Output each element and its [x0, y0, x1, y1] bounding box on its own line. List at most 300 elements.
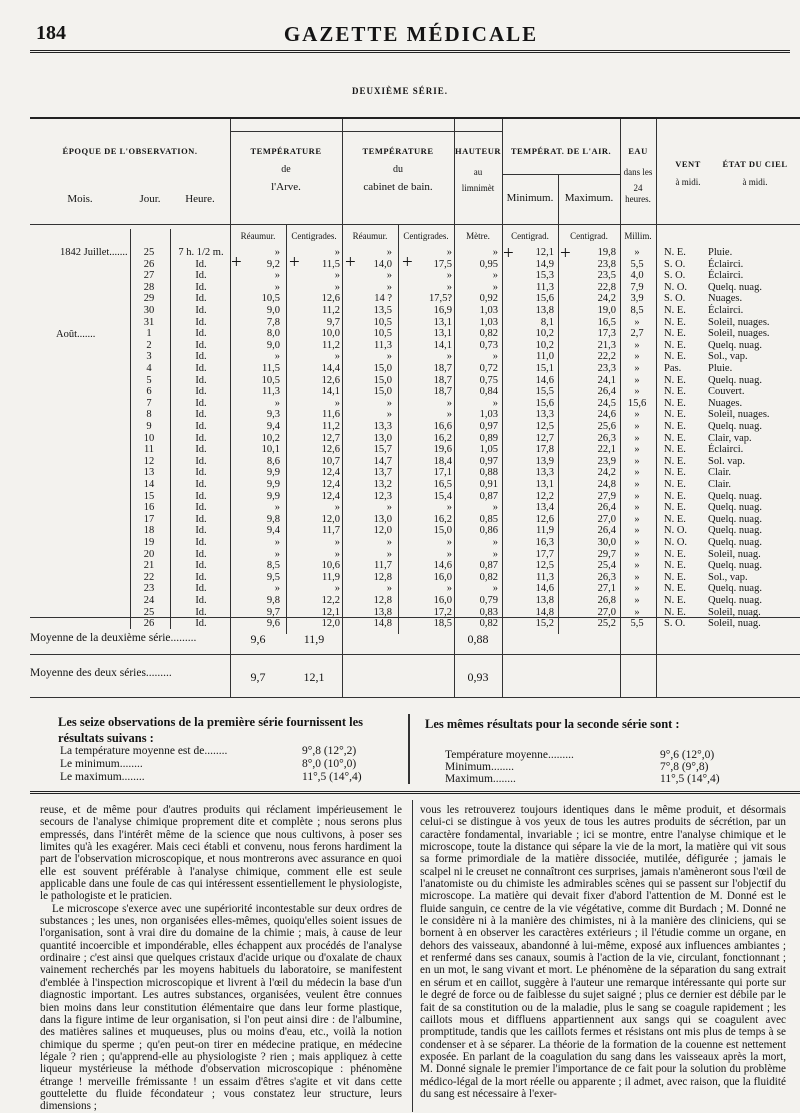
cell-arve-reaumur: 9,8 — [266, 595, 280, 606]
cell-vent: N. E. — [664, 513, 686, 525]
cell-bain-reaumur: » — [386, 247, 392, 258]
cell-day: 15 — [143, 490, 155, 502]
cell-arve-centigrades: » — [334, 502, 340, 514]
cell-etat-ciel: Nuages. — [708, 293, 743, 305]
cell-minimum: 12,2 — [535, 490, 554, 502]
header-temp-bain-2: du — [393, 164, 403, 175]
cell-minimum: 15,3 — [535, 270, 554, 282]
cell-etat-ciel: Soleil, nuag. — [708, 606, 761, 618]
cell-minimum: 15,1 — [535, 363, 554, 374]
unit-arve-centigrades: Centigrades. — [291, 231, 337, 241]
cell-arve-reaumur: 9,0 — [266, 305, 280, 316]
cell-maximum: 23,3 — [597, 363, 616, 374]
cell-arve-reaumur: » — [274, 583, 280, 595]
cell-eau: » — [634, 537, 640, 548]
cell-bain-reaumur: 10,5 — [373, 316, 392, 328]
results-second-intro: Les mêmes résultats pour la seconde série sont : — [425, 717, 680, 731]
cell-hour: Id. — [195, 374, 207, 386]
cell-bain-reaumur: » — [386, 502, 392, 514]
cell-bain-reaumur: 13,8 — [373, 606, 392, 618]
cell-minimum: 14,6 — [535, 374, 554, 386]
cell-vent: N. E. — [664, 467, 686, 479]
column-line — [656, 119, 657, 697]
cell-hour: Id. — [195, 513, 207, 525]
cell-vent: S. O. — [664, 258, 686, 270]
cell-maximum: 17,3 — [597, 328, 616, 340]
cell-arve-centigrades: 12,2 — [321, 595, 340, 606]
mean-both-hauteur: 0,93 — [467, 670, 489, 684]
cell-eau: » — [634, 479, 640, 490]
header-rule — [30, 50, 790, 53]
cell-arve-centigrades: 10,7 — [321, 455, 340, 467]
cell-hour: Id. — [195, 409, 207, 421]
cell-vent: N. E. — [664, 305, 686, 316]
cell-maximum: 23,5 — [597, 270, 616, 282]
cell-maximum: 21,3 — [597, 339, 616, 351]
cell-day: 19 — [143, 537, 155, 548]
cell-hauteur: » — [492, 537, 498, 548]
cell-vent: N. E. — [664, 316, 686, 328]
cell-arve-reaumur: 9,5 — [266, 571, 280, 583]
cell-bain-centigrades: 18,4 — [433, 455, 452, 467]
cell-bain-centigrades: » — [446, 409, 452, 421]
column-line — [170, 229, 171, 629]
cell-hour: Id. — [195, 595, 207, 606]
cell-bain-reaumur: 13,0 — [373, 513, 392, 525]
cell-minimum: 11,3 — [536, 281, 554, 293]
unit-arve-reaumur: Réaumur. — [240, 231, 276, 241]
cell-hour: Id. — [195, 432, 207, 444]
cell-day: 8 — [146, 409, 152, 421]
cell-day: 2 — [146, 339, 152, 351]
cell-maximum: 27,0 — [597, 513, 616, 525]
cell-bain-reaumur: » — [386, 537, 392, 548]
cell-minimum: 15,6 — [535, 293, 554, 305]
result-value: 11°,5 (14°,4) — [660, 773, 720, 785]
cell-bain-centigrades: » — [446, 351, 452, 363]
result-value: 8°,0 (10°,0) — [302, 758, 357, 770]
section-rule — [30, 791, 800, 794]
cell-vent: S. O. — [664, 618, 686, 630]
cell-hour: Id. — [195, 305, 207, 316]
cell-day: 10 — [143, 432, 155, 444]
cell-day: 26 — [143, 258, 155, 270]
cell-bain-reaumur: 14,8 — [373, 618, 392, 630]
cell-maximum: 22,8 — [597, 281, 616, 293]
cell-bain-reaumur: 15,0 — [373, 386, 392, 398]
cell-arve-centigrades: 11,2 — [322, 305, 340, 316]
cell-bain-reaumur: » — [386, 270, 392, 282]
cell-etat-ciel: Clair. — [708, 479, 732, 490]
cell-day: 21 — [143, 560, 155, 572]
header-air: TEMPÉRAT. DE L'AIR. — [510, 146, 612, 156]
cell-bain-centigrades: 18,7 — [433, 363, 452, 374]
cell-eau: » — [634, 606, 640, 618]
cell-hauteur: 0,82 — [479, 618, 498, 630]
page-header — [36, 22, 786, 48]
cell-arve-reaumur: 9,9 — [266, 467, 280, 479]
cell-maximum: 26,8 — [597, 595, 616, 606]
header-temp-arve-1: TEMPÉRATURE — [250, 146, 322, 156]
cell-minimum: 12,6 — [535, 513, 554, 525]
cell-bain-centigrades: 17,5 — [433, 258, 452, 270]
cell-etat-ciel: Éclairci. — [708, 444, 744, 456]
cell-day: 3 — [146, 351, 152, 363]
cell-vent: N. E. — [664, 560, 686, 572]
text-column-right — [420, 804, 786, 1100]
cell-bain-centigrades: 17,2 — [433, 606, 452, 618]
cell-arve-reaumur: » — [274, 351, 280, 363]
cell-hauteur: 0,87 — [479, 560, 498, 572]
cell-arve-reaumur: » — [274, 548, 280, 560]
cell-hauteur: 0,75 — [479, 374, 498, 386]
cell-eau: 5,5 — [630, 258, 644, 270]
cell-minimum: 12,1 — [535, 247, 554, 258]
header-ciel-1: ÉTAT DU CIEL — [722, 159, 788, 169]
cell-bain-centigrades: 16,0 — [433, 595, 452, 606]
cell-day: 6 — [146, 386, 152, 398]
header-temp-bain-1: TEMPÉRATURE — [362, 146, 434, 156]
cell-etat-ciel: Quelq. nuag. — [708, 421, 762, 432]
header-jour: Jour. — [139, 193, 161, 205]
header-temp-arve-3: l'Arve. — [271, 181, 301, 193]
cell-vent: N. O. — [664, 537, 688, 548]
cell-hauteur: 0,92 — [479, 293, 498, 305]
cell-bain-centigrades: 13,1 — [433, 328, 452, 340]
cell-minimum: 13,9 — [535, 455, 554, 467]
cell-etat-ciel: Éclairci. — [708, 305, 744, 316]
cell-day: 12 — [143, 455, 155, 467]
cell-minimum: 15,5 — [535, 386, 554, 398]
cell-eau: 7,9 — [630, 281, 644, 293]
cell-arve-reaumur: 8,5 — [266, 560, 280, 572]
cell-arve-centigrades: » — [334, 548, 340, 560]
cell-bain-reaumur: » — [386, 281, 392, 293]
cell-arve-reaumur: 9,6 — [266, 618, 280, 630]
cell-day: 16 — [143, 502, 155, 514]
cell-bain-centigrades: 19,6 — [433, 444, 452, 456]
cell-maximum: 24,1 — [597, 374, 616, 386]
cell-day: 14 — [143, 479, 155, 490]
cell-hour: Id. — [195, 467, 207, 479]
cell-arve-reaumur: 8,0 — [266, 328, 280, 340]
cell-hauteur: 0,95 — [479, 258, 498, 270]
cell-bain-centigrades: 14,1 — [433, 339, 452, 351]
cell-bain-centigrades: 13,1 — [433, 316, 452, 328]
header-ciel-2: à midi. — [742, 177, 768, 187]
cell-minimum: 17,7 — [535, 548, 554, 560]
cell-hauteur: 1,03 — [479, 305, 498, 316]
header-maximum: Maximum. — [564, 192, 614, 204]
cell-vent: N. E. — [664, 490, 686, 502]
cell-etat-ciel: Sol., vap. — [708, 571, 748, 583]
cell-hauteur: 0,72 — [479, 363, 498, 374]
journal-title: GAZETTE MÉDICALE — [283, 22, 539, 46]
cell-arve-reaumur: 9,2 — [266, 258, 280, 270]
cell-arve-reaumur: 7,8 — [266, 316, 280, 328]
cell-hauteur: 0,97 — [479, 421, 498, 432]
cell-arve-centigrades: » — [334, 537, 340, 548]
cell-bain-reaumur: 14,7 — [373, 455, 392, 467]
row-rule — [30, 697, 800, 698]
cell-eau: » — [634, 490, 640, 502]
cell-maximum: 25,4 — [597, 560, 616, 572]
cell-arve-centigrades: 12,0 — [321, 618, 340, 630]
cell-bain-reaumur: 13,0 — [373, 432, 392, 444]
cell-bain-centigrades: » — [446, 537, 452, 548]
cell-maximum: 26,3 — [597, 571, 616, 583]
cell-maximum: 24,8 — [597, 479, 616, 490]
cell-hour: Id. — [195, 363, 207, 374]
cell-day: 30 — [143, 305, 155, 316]
cell-hauteur: » — [492, 548, 498, 560]
cell-etat-ciel: Nuages. — [708, 397, 743, 409]
cell-vent: N. E. — [664, 571, 686, 583]
cell-day: 1 — [146, 328, 152, 340]
cell-hauteur: 0,79 — [479, 595, 498, 606]
result-label: La température moyenne est de........ — [60, 745, 228, 757]
cell-bain-reaumur: 13,2 — [373, 479, 392, 490]
cell-minimum: 8,1 — [540, 316, 554, 328]
cell-hauteur: » — [492, 583, 498, 595]
cell-vent: N. E. — [664, 421, 686, 432]
cell-arve-reaumur: » — [274, 247, 280, 258]
cell-minimum: 10,2 — [535, 339, 554, 351]
cell-day: 22 — [143, 571, 155, 583]
cell-hauteur: 0,82 — [479, 571, 498, 583]
cell-bain-centigrades: » — [446, 247, 452, 258]
header-epoch: ÉPOQUE DE L'OBSERVATION. — [62, 146, 198, 156]
cell-hour: Id. — [195, 397, 207, 409]
cell-hauteur: 0,87 — [479, 490, 498, 502]
mean-second-hauteur: 0,88 — [467, 632, 489, 646]
cell-eau: » — [634, 421, 640, 432]
cell-hauteur: 0,91 — [479, 479, 498, 490]
cell-arve-centigrades: 11,7 — [322, 525, 340, 537]
cell-arve-reaumur: 9,9 — [266, 479, 280, 490]
cell-day: 18 — [143, 525, 155, 537]
cell-minimum: 12,5 — [535, 421, 554, 432]
cell-hour: Id. — [195, 351, 207, 363]
result-label: Minimum........ — [445, 761, 515, 773]
cell-bain-centigrades: 17,5? — [428, 293, 452, 305]
cell-hauteur: 0,73 — [479, 339, 498, 351]
cell-minimum: 10,2 — [535, 328, 554, 340]
cell-hour: Id. — [195, 455, 207, 467]
results-first-intro: Les seize observations de la première série fournissent les résultats suivans : — [58, 715, 364, 745]
cell-arve-centigrades: 14,1 — [321, 386, 340, 398]
plus-sign: + — [345, 252, 356, 273]
cell-bain-centigrades: » — [446, 281, 452, 293]
cell-bain-centigrades: 16,0 — [433, 571, 452, 583]
cell-hour: Id. — [195, 293, 207, 305]
cell-eau: 8,5 — [630, 305, 644, 316]
plus-sign: + — [289, 252, 300, 273]
cell-eau: » — [634, 583, 640, 595]
row-rule — [502, 174, 620, 175]
cell-eau: » — [634, 595, 640, 606]
cell-eau: » — [634, 571, 640, 583]
cell-day: 25 — [143, 247, 155, 258]
cell-hauteur: 0,84 — [479, 386, 498, 398]
cell-eau: » — [634, 316, 640, 328]
cell-bain-reaumur: 12,3 — [373, 490, 392, 502]
cell-arve-reaumur: 10,5 — [261, 293, 280, 305]
cell-hour: Id. — [195, 537, 207, 548]
cell-minimum: 13,3 — [535, 409, 554, 421]
cell-minimum: 15,2 — [535, 618, 554, 630]
cell-minimum: 15,6 — [535, 397, 554, 409]
cell-bain-reaumur: 14,0 — [373, 258, 392, 270]
plus-sign: + — [560, 243, 571, 264]
result-label: Le maximum........ — [60, 771, 145, 783]
cell-maximum: 26,3 — [597, 432, 616, 444]
cell-vent: N. O. — [664, 281, 688, 293]
cell-etat-ciel: Soleil, nuages. — [708, 328, 770, 340]
cell-bain-reaumur: 15,0 — [373, 363, 392, 374]
cell-bain-centigrades: » — [446, 502, 452, 514]
cell-etat-ciel: Soleil, nuag. — [708, 548, 761, 560]
cell-hauteur: 1,03 — [479, 409, 498, 421]
cell-bain-reaumur: 11,7 — [374, 560, 392, 572]
header-vent-1: VENT — [675, 159, 701, 169]
cell-etat-ciel: Pluie. — [708, 363, 733, 374]
cell-minimum: 11,3 — [536, 571, 554, 583]
observation-table — [30, 119, 800, 697]
cell-vent: N. E. — [664, 386, 686, 398]
cell-eau: 3,9 — [630, 293, 644, 305]
header-hauteur-2: au — [473, 167, 483, 177]
cell-vent: S. O. — [664, 270, 686, 282]
row-rule — [30, 654, 800, 655]
cell-arve-reaumur: 9,0 — [266, 339, 280, 351]
cell-maximum: 25,6 — [597, 421, 616, 432]
cell-maximum: 24,2 — [597, 467, 616, 479]
cell-hour: Id. — [195, 571, 207, 583]
cell-etat-ciel: Clair, vap. — [708, 432, 752, 444]
cell-maximum: 23,9 — [597, 455, 616, 467]
cell-hauteur: » — [492, 281, 498, 293]
cell-vent: N. E. — [664, 397, 686, 409]
plus-sign: + — [402, 252, 413, 273]
cell-hour: Id. — [195, 583, 207, 595]
header-hauteur-1: HAUTEUR — [454, 146, 501, 156]
cell-hour: Id. — [195, 339, 207, 351]
cell-arve-reaumur: » — [274, 502, 280, 514]
cell-maximum: 23,8 — [597, 258, 616, 270]
header-minimum: Minimum. — [506, 192, 554, 204]
cell-arve-reaumur: 9,3 — [266, 409, 280, 421]
cell-arve-centigrades: 12,6 — [321, 444, 340, 456]
mean-second-arve-centigrades: 11,9 — [303, 632, 325, 646]
cell-hour: Id. — [195, 560, 207, 572]
cell-eau: » — [634, 339, 640, 351]
cell-hour: Id. — [195, 281, 207, 293]
unit-metre: Mètre. — [466, 231, 490, 241]
cell-eau: » — [634, 247, 640, 258]
cell-maximum: 26,4 — [597, 502, 616, 514]
cell-etat-ciel: Quelq. nuag. — [708, 595, 762, 606]
cell-bain-reaumur: 13,7 — [373, 467, 392, 479]
results-first-series — [58, 714, 398, 746]
cell-etat-ciel: Quelq. nuag. — [708, 281, 762, 293]
result-value: 11°,5 (14°,4) — [302, 771, 362, 783]
month-aout: Août....... — [56, 329, 96, 340]
cell-etat-ciel: Quelq. nuag. — [708, 560, 762, 572]
cell-hour: Id. — [195, 328, 207, 340]
cell-day: 7 — [146, 397, 152, 409]
result-value: 7°,8 (9°,8) — [660, 761, 709, 773]
cell-maximum: 24,5 — [597, 397, 616, 409]
cell-maximum: 19,0 — [597, 305, 616, 316]
cell-arve-reaumur: » — [274, 270, 280, 282]
cell-hauteur: » — [492, 351, 498, 363]
cell-arve-centigrades: » — [334, 281, 340, 293]
cell-maximum: 24,6 — [597, 409, 616, 421]
cell-hour: Id. — [195, 490, 207, 502]
cell-arve-centigrades: 12,6 — [321, 293, 340, 305]
cell-minimum: 11,0 — [536, 351, 554, 363]
paragraph: vous les retrouverez toujours identiques dans le même produit, et désormais celui-ci se distingue à vos yeux de tous les autres produits de sécrétion, par un caractère fondamental, invariable ; ici se montre, entre l'analyse chimique et le microscope, toute la distance qui sépare la vie de la mort, la matière qui vit sous sa forme primordiale de la matière dissociée, mutilée, défigurée ; jamais le scalpel ni le creuset ne connaîtront ces surprises, jamais n'amèneront sous l'œil de l'anatomiste ou du chimiste les admirables scènes qui se passent sur l'objectif du microscope. La matière qui devait fixer d'abord l'attention de M. Donné est le fluide sanguin, ce centre de la vie végétative, comme dit Burdach ; M. Donné ne le considère ni à la manière des chimistes, ni à la manière des cliniciens, qui se bornent à en observer les caractères extérieurs ; il l'étudie comme un organe, en dehors des vaisseaux, abandonné à lui-même, exposé aux influences ambiantes ; et renfermé dans ses canaux, soumis à l'action de la vie, circulant, fonctionnant ; en un mot, le sang vivant et mort. Le phénomène de la séparation du sang extrait en sérum et en caillot, suggère à l'auteur une remarque intéressante qui porte sur le degré de force ou de faiblesse du sujet saigné ; plus ce dernier est débile par le fait de sa constitution ou de la maladie, plus le sang se coagule rapidement ; les caillots mous et diffluens appartiennent aux sangs qui se coagulent avec promptitude, tandis que les caillots fermes et résistans ont mis plus de temps à se condenser et à se séparer. La théorie de la formation de la couenne est nettement exposée. En parlant de la coagulation du sang dans les vaisseaux après la mort, M. Donné signale le premier l'importance de ce fait pour la solution du problème médico-légal de la mort réelle ou apparente ; il admet, avec raison, que la fluidité du sang est nécessaire à l'exer- — [420, 804, 786, 1100]
cell-maximum: 27,0 — [597, 606, 616, 618]
cell-bain-reaumur: 13,5 — [373, 305, 392, 316]
cell-hour: Id. — [195, 502, 207, 514]
cell-day: 17 — [143, 513, 155, 525]
cell-arve-reaumur: 11,5 — [262, 363, 280, 374]
cell-etat-ciel: Quelq. nuag. — [708, 339, 762, 351]
cell-day: 9 — [146, 421, 152, 432]
cell-minimum: 12,7 — [535, 432, 554, 444]
result-label: Le minimum........ — [60, 758, 143, 770]
cell-bain-centigrades: » — [446, 270, 452, 282]
cell-bain-reaumur: 14 ? — [374, 293, 392, 305]
cell-vent: N. E. — [664, 328, 686, 340]
cell-eau: » — [634, 502, 640, 514]
cell-arve-centigrades: » — [334, 351, 340, 363]
cell-arve-centigrades: 12,6 — [321, 374, 340, 386]
cell-vent: N. E. — [664, 548, 686, 560]
cell-day: 27 — [143, 270, 155, 282]
cell-arve-centigrades: » — [334, 397, 340, 409]
cell-etat-ciel: Soleil, nuag. — [708, 618, 761, 630]
cell-bain-reaumur: 10,5 — [373, 328, 392, 340]
cell-arve-centigrades: » — [334, 583, 340, 595]
cell-arve-reaumur: 11,3 — [262, 386, 280, 398]
mean-both-series-label: Moyenne des deux séries......... — [30, 667, 172, 679]
text-column-left — [40, 804, 402, 1113]
cell-bain-reaumur: » — [386, 397, 392, 409]
header-hauteur-3: limnimèt — [461, 183, 495, 193]
cell-bain-centigrades: 16,2 — [433, 513, 452, 525]
cell-minimum: 13,8 — [535, 305, 554, 316]
unit-bain-centigrades: Centigrades. — [403, 231, 449, 241]
cell-vent: N. E. — [664, 583, 686, 595]
cell-day: 31 — [143, 316, 155, 328]
cell-arve-centigrades: 10,6 — [321, 560, 340, 572]
cell-bain-centigrades: 16,2 — [433, 432, 452, 444]
cell-eau: » — [634, 513, 640, 525]
row-rule — [30, 224, 800, 225]
plus-sign: + — [503, 243, 514, 264]
cell-bain-reaumur: 15,0 — [373, 374, 392, 386]
cell-minimum: 12,5 — [535, 560, 554, 572]
cell-bain-reaumur: 12,0 — [373, 525, 392, 537]
cell-bain-centigrades: 15,0 — [433, 525, 452, 537]
cell-etat-ciel: Quelq. nuag. — [708, 513, 762, 525]
cell-hour: Id. — [195, 316, 207, 328]
cell-vent: N. E. — [664, 502, 686, 514]
cell-hauteur: 1,05 — [479, 444, 498, 456]
